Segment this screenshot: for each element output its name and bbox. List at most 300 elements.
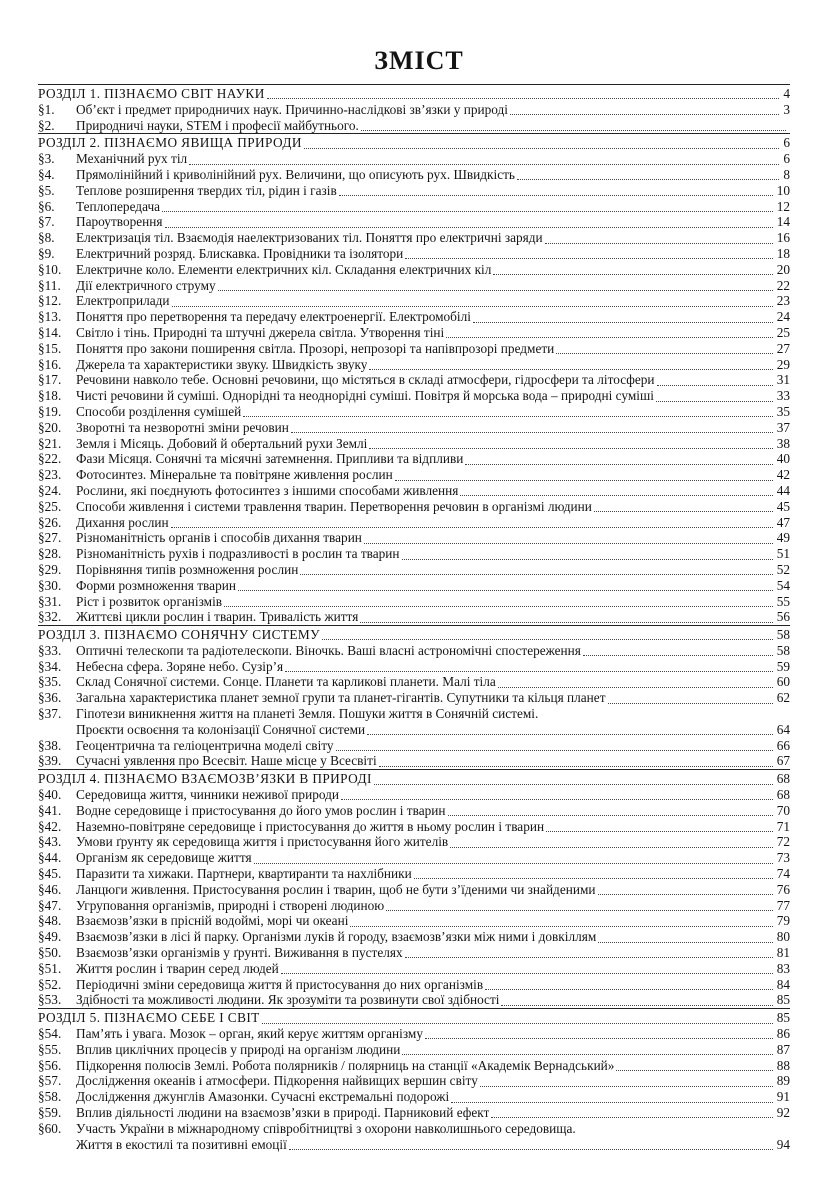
entry-page-number: 60 [776, 674, 790, 690]
toc-entry [38, 1089, 790, 1105]
entry-title: Ланцюги живлення. Пристосування рослин і тварин, щоб не бути з’їденими чи знайденими [76, 881, 596, 897]
entry-title: Способи живлення і системи травлення тварин. Перетворення речовин в організмі людини [76, 498, 592, 514]
toc-entry [38, 609, 790, 625]
paragraph-number: §6. [38, 198, 55, 214]
toc-entry [38, 183, 790, 199]
paragraph-number: §33. [38, 642, 62, 658]
dot-leader [386, 900, 772, 911]
dot-leader [336, 740, 773, 751]
entry-page-number: 71 [776, 818, 790, 834]
toc-entry [38, 690, 790, 706]
entry-title: Загальна характеристика планет земної групи та планет-гігантів. Супутники та кільця планет [76, 690, 606, 706]
toc-entry [38, 898, 790, 914]
entry-title: Електроприлади [76, 293, 170, 309]
toc-entry [38, 309, 790, 325]
dot-leader [498, 677, 773, 688]
dot-leader [657, 375, 773, 386]
dot-leader [369, 438, 772, 449]
toc-entry [38, 199, 790, 215]
entry-page-number: 81 [776, 945, 790, 961]
entry-page-number: 8 [783, 166, 790, 182]
dot-leader [262, 1013, 773, 1024]
entry-title: Теплове розширення твердих тіл, рідин і газів [76, 182, 337, 198]
dot-leader [616, 1060, 772, 1071]
entry-title: Чисті речовини й суміші. Однорідні та неоднорідні суміші. Повітря й морська вода – природні суміші [76, 388, 654, 404]
entry-title: Поняття про закони поширення світла. Прозорі, непрозорі та напівпрозорі предмети [76, 340, 555, 356]
section-page-number: 68 [776, 771, 790, 787]
entry-title: Теплопередача [76, 198, 161, 214]
paragraph-number: §35. [38, 674, 62, 690]
entry-title: Життєві цикли рослин і тварин. Тривалість життя [76, 609, 359, 625]
paragraph-number: §32. [38, 609, 62, 625]
toc-entry [38, 753, 790, 769]
entry-page-number: 6 [783, 151, 790, 167]
dot-leader [243, 406, 772, 417]
entry-title: Життя в екостилі та позитивні емоції [76, 1136, 287, 1152]
section-heading-row [38, 135, 790, 151]
paragraph-number: §46. [38, 881, 62, 897]
entry-page-number: 44 [776, 482, 790, 498]
section-title: РОЗДІЛ 1. ПІЗНАЄМО СВІТ НАУКИ [38, 86, 265, 101]
dot-leader [405, 947, 773, 958]
dot-leader [322, 629, 773, 640]
entry-page-number: 51 [776, 546, 790, 562]
section-title: РОЗДІЛ 4. ПІЗНАЄМО ВЗАЄМОЗВ’ЯЗКИ В ПРИРОДІ [38, 771, 372, 787]
dot-leader [656, 391, 773, 402]
toc-entry [38, 293, 790, 309]
dot-leader [594, 501, 773, 512]
paragraph-number: §9. [38, 245, 55, 261]
entry-title: Участь України в міжнародному співробітництві з охорони навколишнього середовища. [76, 1120, 576, 1136]
entry-title: Здібності та можливості людини. Як зрозуміти та розвинути свої здібності [76, 992, 500, 1008]
paragraph-number: §40. [38, 787, 62, 803]
entry-page-number: 77 [776, 897, 790, 913]
dot-leader [361, 120, 786, 131]
entry-title: Електризація тіл. Взаємодія наелектризованих тіл. Поняття про електричні заряди [76, 230, 543, 246]
entry-title: Речовини навколо тебе. Основні речовини, що містяться в складі атмосфери, гідросфери та літосфери [76, 372, 655, 388]
paragraph-number: §18. [38, 388, 62, 404]
toc-section [38, 769, 790, 1008]
toc-entry [38, 325, 790, 341]
dot-leader [360, 612, 772, 623]
dot-leader [395, 470, 773, 481]
entry-page-number: 79 [776, 913, 790, 929]
paragraph-number: §36. [38, 690, 62, 706]
dot-leader [300, 564, 772, 575]
entry-page-number: 94 [776, 1136, 790, 1152]
entry-title: Водне середовище і пристосування до його умов рослин і тварин [76, 802, 446, 818]
paragraph-number: §53. [38, 992, 62, 1008]
entry-title: Організм як середовище життя [76, 850, 252, 866]
entry-page-number: 86 [776, 1026, 790, 1042]
paragraph-number: §47. [38, 897, 62, 913]
entry-title: Порівняння типів розмноження рослин [76, 561, 299, 577]
entry-page-number: 31 [776, 372, 790, 388]
paragraph-number: §56. [38, 1057, 62, 1073]
entry-title: Геоцентрична та геліоцентрична моделі світу [76, 737, 334, 753]
entry-page-number: 73 [776, 850, 790, 866]
paragraph-number: §19. [38, 403, 62, 419]
entry-title: Об’єкт і предмет природничих наук. Причинно-наслідкові зв’язки у природі [76, 101, 508, 117]
dot-leader [501, 995, 772, 1006]
paragraph-number: §5. [38, 182, 55, 198]
entry-page-number: 10 [776, 182, 790, 198]
paragraph-number: §44. [38, 850, 62, 866]
dot-leader [405, 248, 772, 259]
entry-title: Форми розмноження тварин [76, 577, 236, 593]
section-page-number: 58 [776, 627, 790, 643]
dot-leader [165, 217, 773, 228]
entry-page-number: 16 [776, 230, 790, 246]
paragraph-number: §55. [38, 1041, 62, 1057]
paragraph-number: §3. [38, 151, 55, 167]
toc-entry [38, 483, 790, 499]
entry-title: Дослідження океанів і атмосфери. Підкорення найвищих вершин світу [76, 1073, 478, 1089]
entry-title: Угруповання організмів, природні і створені людиною [76, 897, 385, 913]
section-title: РОЗДІЛ 2. ПІЗНАЄМО ЯВИЩА ПРИРОДИ [38, 135, 302, 151]
paragraph-number: §60. [38, 1120, 62, 1136]
dot-leader [254, 853, 773, 864]
entry-page-number: 52 [776, 561, 790, 577]
toc-entry [38, 562, 790, 578]
entry-page-number: 29 [776, 356, 790, 372]
paragraph-number: §14. [38, 324, 62, 340]
entry-page-number: 24 [776, 309, 790, 325]
dot-leader [546, 821, 773, 832]
paragraph-number: §20. [38, 419, 62, 435]
entry-title: Природничі науки, STEM і професії майбутнього. [76, 117, 359, 133]
dot-leader [510, 104, 779, 115]
toc-entry [38, 803, 790, 819]
toc-entry [38, 850, 790, 866]
entry-title: Ріст і розвиток організмів [76, 593, 223, 609]
entry-page-number: 27 [776, 340, 790, 356]
paragraph-number: §41. [38, 802, 62, 818]
paragraph-number: §39. [38, 753, 62, 769]
paragraph-number: §34. [38, 658, 62, 674]
paragraph-number: §21. [38, 435, 62, 451]
dot-leader [448, 805, 773, 816]
dot-leader [460, 485, 772, 496]
entry-page-number: 64 [776, 721, 790, 737]
paragraph-number: §31. [38, 593, 62, 609]
entry-page-number: 92 [776, 1105, 790, 1120]
entry-page-number: 70 [776, 802, 790, 818]
toc-entry [38, 945, 790, 961]
entry-page-number: 33 [776, 388, 790, 404]
paragraph-number: §30. [38, 577, 62, 593]
entry-page-number: 25 [776, 324, 790, 340]
dot-leader [374, 774, 773, 785]
entry-page-number: 76 [776, 881, 790, 897]
entry-page-number: 37 [776, 419, 790, 435]
entry-title: Наземно-повітряне середовище і пристосування до життя в ньому рослин і тварин [76, 818, 545, 834]
entry-page-number: 85 [776, 992, 790, 1008]
dot-leader [402, 1044, 772, 1055]
entry-title: Різноманітність рухів і подразливості в рослин та тварин [76, 546, 400, 562]
paragraph-number: §45. [38, 866, 62, 882]
entry-page-number: 88 [776, 1057, 790, 1073]
entry-page-number: 20 [776, 261, 790, 277]
toc-entry [38, 1137, 790, 1153]
entry-page-number: 42 [776, 467, 790, 483]
entry-title: Фази Місяця. Сонячні та місячні затемнення. Припливи та відпливи [76, 451, 464, 467]
toc-entry [38, 151, 790, 167]
entry-page-number: 59 [776, 658, 790, 674]
paragraph-number: §11. [38, 277, 61, 293]
dot-leader [465, 454, 772, 465]
entry-title: Світло і тінь. Природні та штучні джерела світла. Утворення тіні [76, 324, 445, 340]
paragraph-number: §16. [38, 356, 62, 372]
paragraph-number: §37. [38, 706, 62, 722]
entry-page-number: 74 [776, 866, 790, 882]
toc-entry [38, 787, 790, 803]
entry-title: Взаємозв’язки організмів у ґрунті. Виживання в пустелях [76, 945, 403, 961]
toc-entry [38, 278, 790, 294]
entry-title: Поняття про перетворення та передачу електроенергії. Електромобілі [76, 309, 471, 325]
dot-leader [583, 645, 773, 656]
entry-title: Пароутворення [76, 214, 163, 230]
entry-page-number: 68 [776, 787, 790, 803]
dot-leader [451, 1092, 773, 1103]
toc-section [38, 84, 790, 133]
toc-entry [38, 992, 790, 1008]
dot-leader [485, 979, 773, 990]
dot-leader [491, 1107, 772, 1118]
toc-entry [38, 1121, 790, 1137]
entry-page-number: 23 [776, 293, 790, 309]
toc-entry [38, 674, 790, 690]
entry-title: Зворотні та незворотні зміни речовин [76, 419, 289, 435]
section-title: РОЗДІЛ 5. ПІЗНАЄМО СЕБЕ І СВІТ [38, 1010, 260, 1026]
paragraph-number: §27. [38, 530, 62, 546]
entry-title: Підкорення полюсів Землі. Робота полярників / полярниць на станції «Академік Вернадський» [76, 1057, 615, 1073]
entry-title: Різноманітність органів і способів дихання тварин [76, 530, 362, 546]
dot-leader [608, 693, 773, 704]
entry-page-number: 67 [776, 753, 790, 769]
toc-entry [38, 214, 790, 230]
entry-page-number: 87 [776, 1041, 790, 1057]
toc-entry [38, 467, 790, 483]
entry-title: Електричне коло. Елементи електричних кіл. Складання електричних кіл [76, 261, 492, 277]
dot-leader [480, 1076, 773, 1087]
toc-entry [38, 499, 790, 515]
entry-page-number: 55 [776, 593, 790, 609]
section-heading-row [38, 1010, 790, 1026]
dot-leader [450, 837, 773, 848]
paragraph-number: §42. [38, 818, 62, 834]
entry-title: Дослідження джунглів Амазонки. Сучасні екстремальні подорожі [76, 1089, 450, 1105]
entry-title: Небесна сфера. Зоряне небо. Сузір’я [76, 658, 284, 674]
dot-leader [402, 549, 773, 560]
dot-leader [473, 312, 773, 323]
toc-section [38, 625, 790, 769]
toc-entry [38, 866, 790, 882]
table-of-contents [38, 84, 790, 1152]
entry-title: Джерела та характеристики звуку. Швидкість звуку [76, 356, 368, 372]
entry-page-number: 72 [776, 834, 790, 850]
toc-entry [38, 977, 790, 993]
paragraph-number: §50. [38, 945, 62, 961]
toc-entry [38, 961, 790, 977]
entry-page-number: 22 [776, 277, 790, 293]
entry-title: Рослини, які поєднують фотосинтез з іншими способами живлення [76, 482, 459, 498]
toc-entry [38, 1105, 790, 1121]
entry-page-number: 40 [776, 451, 790, 467]
section-heading-row [38, 86, 790, 102]
entry-title: Прямолінійний і криволінійний рух. Величини, що описують рух. Швидкість [76, 166, 515, 182]
paragraph-number: §17. [38, 372, 62, 388]
dot-leader [291, 422, 773, 433]
entry-title: Фотосинтез. Мінеральне та повітряне живлення рослин [76, 467, 393, 483]
paragraph-number: §2. [38, 117, 55, 133]
dot-leader [446, 327, 772, 338]
paragraph-number: §38. [38, 737, 62, 753]
paragraph-number: §54. [38, 1026, 62, 1042]
section-heading-row [38, 771, 790, 787]
entry-page-number: 47 [776, 514, 790, 530]
entry-page-number: 58 [776, 642, 790, 658]
entry-page-number: 35 [776, 403, 790, 419]
dot-leader [493, 264, 772, 275]
entry-title: Способи розділення сумішей [76, 403, 242, 419]
dot-leader [304, 138, 780, 149]
dot-leader [171, 517, 773, 528]
dot-leader [364, 533, 773, 544]
dot-leader [341, 789, 773, 800]
toc-entry [38, 118, 790, 134]
paragraph-number: §25. [38, 498, 62, 514]
toc-entry [38, 1026, 790, 1042]
toc-entry [38, 643, 790, 659]
section-page-number: 6 [783, 135, 790, 151]
entry-page-number: 54 [776, 577, 790, 593]
dot-leader [425, 1028, 773, 1039]
dot-leader [289, 1139, 773, 1150]
paragraph-number: §26. [38, 514, 62, 530]
paragraph-number: §43. [38, 834, 62, 850]
paragraph-number: §13. [38, 309, 62, 325]
paragraph-number: §1. [38, 101, 55, 117]
toc-entry [38, 357, 790, 373]
toc-entry [38, 388, 790, 404]
entry-title: Гіпотези виникнення життя на планеті Земля. Пошуки життя в Сонячній системі. [76, 706, 539, 722]
entry-title: Паразити та хижаки. Партнери, квартиранти та нахлібники [76, 866, 412, 882]
toc-entry [38, 594, 790, 610]
dot-leader [281, 963, 773, 974]
toc-entry [38, 578, 790, 594]
dot-leader [267, 88, 780, 99]
entry-page-number: 3 [783, 101, 790, 117]
entry-title: Взаємозв’язки в лісі й парку. Організми луків й городу, взаємозв’язки між ними і довкіллям [76, 929, 597, 945]
toc-entry [38, 659, 790, 675]
paragraph-number: §49. [38, 929, 62, 945]
paragraph-number: §12. [38, 293, 62, 309]
entry-page-number: 56 [776, 609, 790, 625]
entry-title: Середовища життя, чинники неживої природи [76, 787, 339, 803]
toc-entry [38, 1073, 790, 1089]
entry-title: Оптичні телескопи та радіотелескопи. Віночкь. Ваші власні астрономічні спостереження [76, 642, 581, 658]
paragraph-number: §4. [38, 166, 55, 182]
entry-page-number: 66 [776, 737, 790, 753]
toc-entry [38, 230, 790, 246]
toc-entry [38, 515, 790, 531]
toc-entry [38, 451, 790, 467]
entry-page-number: 45 [776, 498, 790, 514]
entry-title: Проєкти освоєння та колонізації Сонячної системи [76, 721, 366, 737]
entry-page-number: 80 [776, 929, 790, 945]
dot-leader [285, 661, 773, 672]
entry-title: Пам’ять і увага. Мозок – орган, який керує життям організму [76, 1026, 423, 1042]
dot-leader [172, 296, 773, 307]
dot-leader [598, 884, 773, 895]
entry-title: Електричний розряд. Блискавка. Провідники та ізолятори [76, 245, 404, 261]
entry-page-number: 83 [776, 960, 790, 976]
toc-entry [38, 819, 790, 835]
dot-leader [414, 868, 773, 879]
section-title: РОЗДІЛ 3. ПІЗНАЄМО СОНЯЧНУ СИСТЕМУ [38, 627, 320, 643]
entry-page-number: 91 [776, 1089, 790, 1105]
section-heading-row [38, 627, 790, 643]
dot-leader [369, 359, 772, 370]
toc-entry [38, 341, 790, 357]
dot-leader [545, 233, 773, 244]
toc-entry [38, 722, 790, 738]
entry-page-number: 89 [776, 1073, 790, 1089]
entry-title: Умови ґрунту як середовища життя і пристосування його жителів [76, 834, 449, 850]
entry-title: Вплив діяльності людини на взаємозв’язки в природі. Парниковий ефект [76, 1105, 490, 1120]
dot-leader [379, 756, 773, 767]
dot-leader [224, 596, 773, 607]
toc-entry [38, 246, 790, 262]
page-title: ЗМІСТ [374, 46, 464, 75]
entry-page-number: 14 [776, 214, 790, 230]
paragraph-number: §51. [38, 960, 62, 976]
toc-entry [38, 436, 790, 452]
toc-entry [38, 262, 790, 278]
entry-page-number: 84 [776, 976, 790, 992]
paragraph-number: §52. [38, 976, 62, 992]
toc-entry [38, 530, 790, 546]
toc-entry [38, 546, 790, 562]
entry-title: Вплив циклічних процесів у природі на організм людини [76, 1041, 401, 1057]
dot-leader [189, 154, 779, 165]
paragraph-number: §8. [38, 230, 55, 246]
paragraph-number: §58. [38, 1089, 62, 1105]
toc-entry [38, 834, 790, 850]
entry-page-number: 12 [776, 198, 790, 214]
paragraph-number: §10. [38, 261, 62, 277]
toc-entry [38, 404, 790, 420]
entry-page-number: 38 [776, 435, 790, 451]
entry-title: Періодичні зміни середовища життя й пристосування до них організмів [76, 976, 484, 992]
paragraph-number: §48. [38, 913, 62, 929]
toc-entry [38, 420, 790, 436]
toc-entry [38, 706, 790, 722]
toc-entry [38, 167, 790, 183]
paragraph-number: §15. [38, 340, 62, 356]
toc-entry [38, 372, 790, 388]
entry-title: Дихання рослин [76, 514, 169, 530]
entry-title: Взаємозв’язки в прісній водоймі, морі чи океані [76, 913, 349, 929]
paragraph-number: §57. [38, 1073, 62, 1089]
entry-title: Склад Сонячної системи. Сонце. Планети та карликові планети. Малі тіла [76, 674, 496, 690]
entry-title: Дії електричного струму [76, 277, 216, 293]
toc-entry [38, 929, 790, 945]
dot-leader [350, 916, 772, 927]
paragraph-number: §28. [38, 546, 62, 562]
entry-page-number: 18 [776, 245, 790, 261]
